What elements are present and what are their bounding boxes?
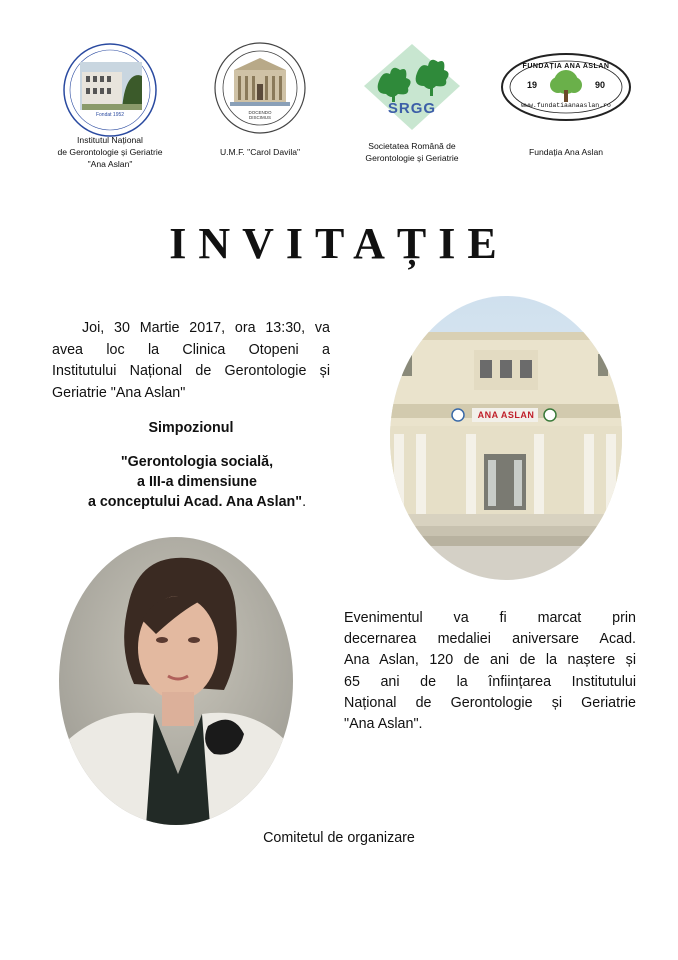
logo-fundatia [500, 52, 632, 122]
ana-aslan-portrait [58, 536, 294, 826]
fundatia-badge-top: FUNDAȚIA ANA ASLAN [522, 63, 610, 70]
srgg-diamond-icon [362, 42, 462, 132]
ingg-seal-icon [62, 42, 158, 138]
simpozion-title: "Gerontologia socială, a III-a dimensiune a conceptului Acad. Ana Aslan". [87, 454, 307, 510]
srgg-badge: SRGG [387, 100, 437, 117]
event-line: decernarea medaliei aniversare Acad. [344, 631, 636, 648]
fundatia-badge-left: 19 [526, 80, 537, 90]
logo-caption-umf: U.M.F. "Carol Davila" [219, 147, 301, 157]
logo-caption-srgg: Societatea Română de Gerontologie și Geriatrie [365, 141, 459, 163]
intro-line: avea loc la Clinica Otopeni a [52, 341, 330, 358]
logo-ingg [62, 42, 158, 138]
logo-srgg [362, 42, 462, 132]
building-sign: ANA ASLAN [477, 410, 535, 420]
event-line: Ana Aslan, 120 de ani de la naștere și [344, 652, 636, 669]
umf-badge: DOCENDO DISCIMUS [248, 110, 272, 120]
intro-line: Joi, 30 Martie 2017, ora 13:30, va [82, 320, 330, 336]
fundatia-badge-bottom: www.fundatiaanaaslan.ro [521, 102, 611, 109]
intro-line: Geriatrie "Ana Aslan" [52, 384, 186, 401]
ingg-badge: Fondat 1952 [95, 112, 125, 118]
logo-caption-ingg: Institutul Național de Gerontologie și Geriatrie "Ana Aslan" [57, 135, 163, 169]
logo-caption-fundatia: Fundația Ana Aslan [528, 147, 604, 157]
event-paragraph [344, 608, 636, 735]
event-line: Național de Gerontologie și Geriatrie [344, 694, 636, 711]
event-line: "Ana Aslan". [344, 716, 423, 733]
event-line: 65 ani de la înființarea Institutului [344, 673, 636, 690]
intro-line: Institutului Național de Gerontologie și [52, 363, 330, 379]
fundatia-badge-right: 90 [594, 80, 605, 90]
intro-paragraph [52, 318, 330, 404]
page-title: INVITAȚIE [169, 219, 509, 268]
umf-seal-icon [212, 40, 308, 136]
clinic-building-photo [388, 294, 624, 582]
simpozion-label: Simpozionul [148, 420, 234, 436]
organizing-committee: Comitetul de organizare [263, 830, 415, 846]
event-line: Evenimentul va fi marcat prin [344, 610, 636, 626]
logo-umf [212, 40, 308, 136]
